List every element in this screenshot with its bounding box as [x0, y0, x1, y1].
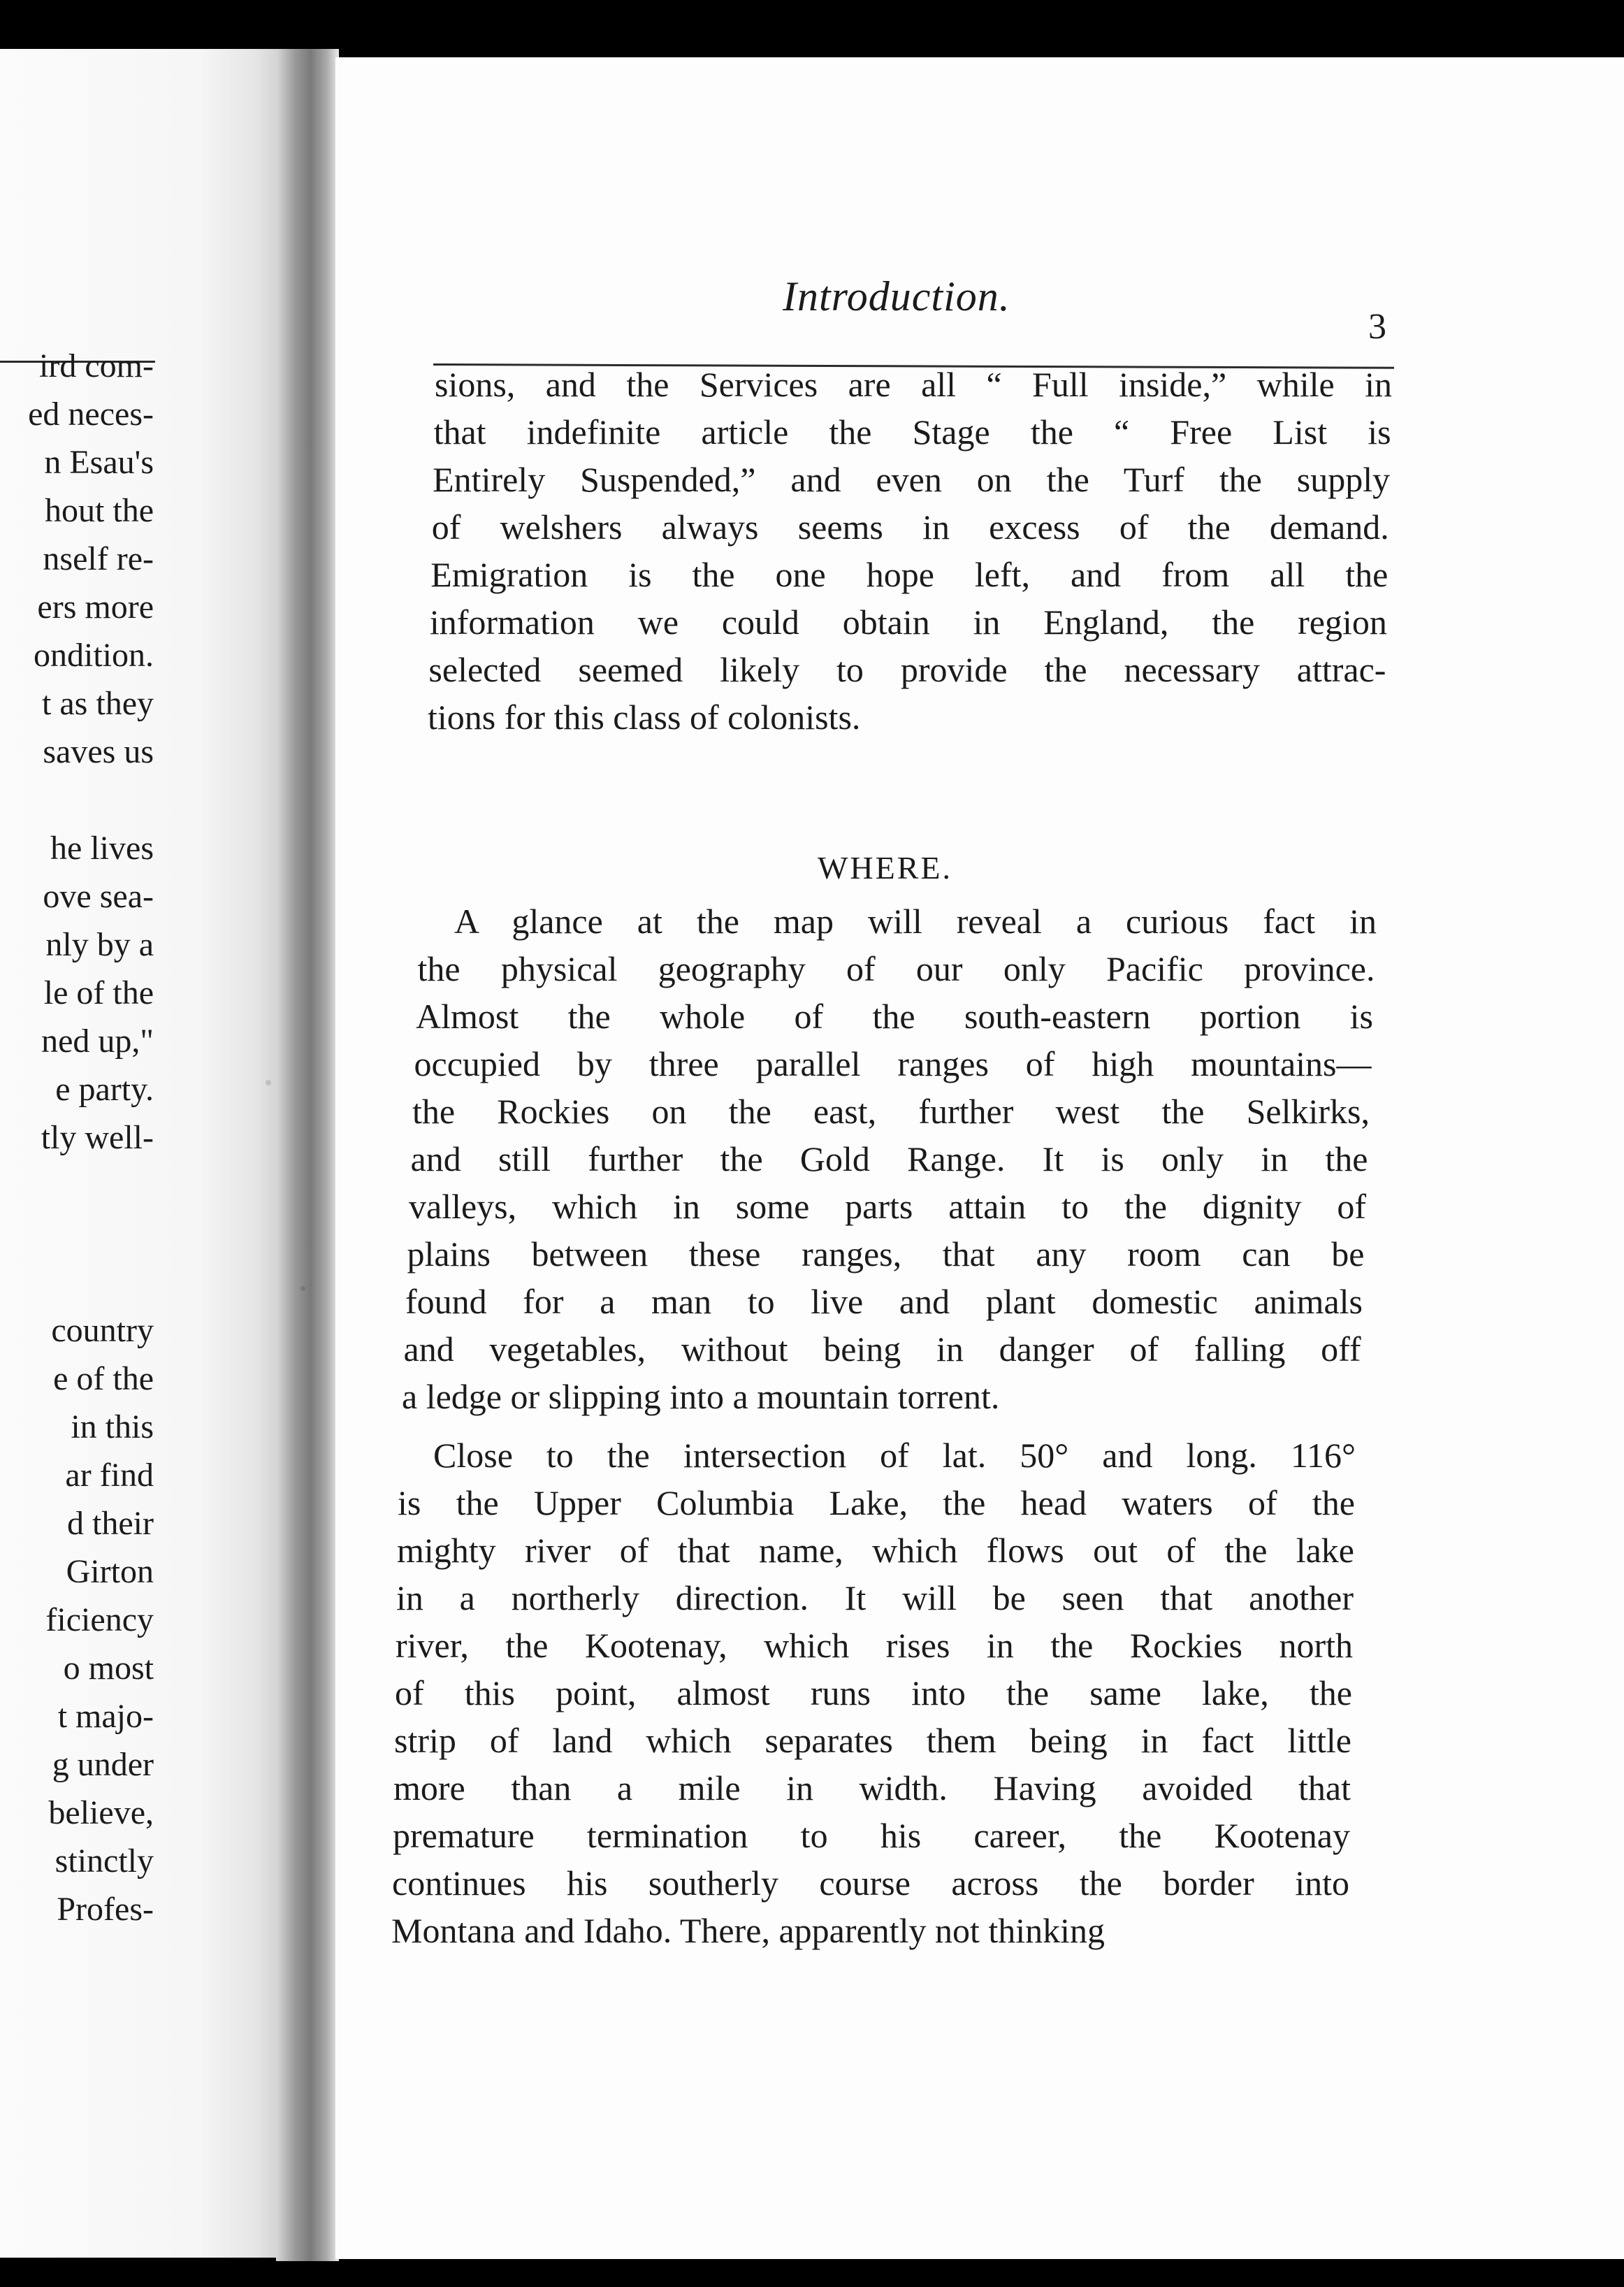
previous-page-line: ove sea- [43, 878, 154, 915]
previous-page-line: Girton [66, 1553, 154, 1590]
text-line: that indefinite article the Stage the “ Free List is [433, 412, 1391, 452]
text-line: Close to the intersection of lat. 50° and long. 116° [433, 1436, 1356, 1475]
running-header-title: Introduction. [783, 273, 1010, 319]
text-line: A glance at the map will reveal a curious fact in [454, 902, 1377, 941]
scan-speck [266, 1080, 271, 1085]
previous-page-line: he lives [50, 830, 154, 867]
text-line: found for a man to live and plant domestic animals [405, 1282, 1363, 1321]
previous-page-line: ird com- [39, 347, 154, 384]
text-line: tions for this class of colonists. [428, 698, 861, 737]
previous-page-line: in this [71, 1408, 154, 1445]
book-gutter [276, 49, 339, 2261]
previous-page-line: stinctly [55, 1842, 154, 1880]
previous-page-line: saves us [43, 733, 154, 770]
previous-page-line: e of the [53, 1360, 154, 1397]
previous-page-line: t majo- [57, 1698, 154, 1735]
previous-page-line: country [51, 1312, 154, 1349]
text-line: and still further the Gold Range. It is only in the [410, 1139, 1368, 1178]
previous-page-line: ned up," [41, 1023, 154, 1060]
text-line: more than a mile in width. Having avoided that [393, 1768, 1351, 1808]
text-line: of this point, almost runs into the same lake, the [395, 1673, 1352, 1712]
text-line: and vegetables, without being in danger of falling off [403, 1329, 1361, 1369]
previous-page-line: e party. [55, 1071, 154, 1108]
previous-page-line: ar find [65, 1457, 154, 1494]
previous-page-line: t as they [42, 685, 154, 722]
previous-page-line: le of the [43, 974, 154, 1011]
previous-page-line: nself re- [43, 540, 154, 577]
text-line: continues his southerly course across the border into [392, 1863, 1349, 1903]
previous-page-line: o most [63, 1650, 154, 1687]
scan-speck [300, 1286, 305, 1291]
previous-page-line: g under [52, 1746, 154, 1783]
text-line: Entirely Suspended,” and even on the Turf the supply [433, 460, 1391, 499]
text-line: is the Upper Columbia Lake, the head waters of the [398, 1483, 1355, 1522]
text-line: the Rockies on the east, further west the Selkirks, [412, 1092, 1370, 1131]
previous-page-line: d their [67, 1505, 154, 1542]
previous-page-line: nly by a [45, 926, 154, 963]
previous-page-line: ed neces- [28, 396, 154, 433]
previous-page-line: believe, [48, 1794, 154, 1831]
text-line: Montana and Idaho. There, apparently not thinking [391, 1911, 1105, 1950]
text-line: information we could obtain in England, the region [429, 603, 1387, 642]
text-line: river, the Kootenay, which rises in the Rockies north [396, 1626, 1353, 1665]
text-line: occupied by three parallel ranges of high mountains— [414, 1044, 1372, 1083]
page-number: 3 [1368, 307, 1386, 347]
previous-page-line: tly well- [41, 1119, 154, 1156]
text-line: premature termination to his career, the Kootenay [393, 1816, 1350, 1855]
text-line: plains between these ranges, that any room can be [407, 1234, 1365, 1274]
previous-page-line: hout the [45, 492, 154, 529]
text-line: of welshers always seems in excess of the demand. [431, 507, 1389, 547]
previous-page-line: ondition. [33, 637, 154, 674]
text-line: valleys, which in some parts attain to the dignity of [409, 1187, 1366, 1226]
previous-page-fragment [0, 49, 283, 2258]
previous-page-line: ers more [37, 589, 154, 626]
text-line: mighty river of that name, which flows out of the lake [397, 1531, 1354, 1570]
previous-page-line: Profes- [57, 1891, 154, 1928]
text-line: Almost the whole of the south-eastern portion is [416, 997, 1373, 1036]
text-line: a ledge or slipping into a mountain torrent. [402, 1377, 1000, 1416]
text-line: in a northerly direction. It will be seen that another [396, 1578, 1354, 1617]
text-line: Emigration is the one hope left, and from all the [430, 555, 1389, 594]
previous-page-line: ficiency [45, 1601, 154, 1638]
section-heading: WHERE. [818, 850, 953, 886]
text-line: the physical geography of our only Pacific province. [417, 949, 1375, 988]
text-line: selected seemed likely to provide the necessary attrac- [428, 650, 1386, 689]
previous-page-line: n Esau's [44, 444, 154, 481]
text-line: sions, and the Services are all “ Full inside,” while in [435, 365, 1392, 404]
text-line: strip of land which separates them being in fact little [394, 1721, 1351, 1760]
